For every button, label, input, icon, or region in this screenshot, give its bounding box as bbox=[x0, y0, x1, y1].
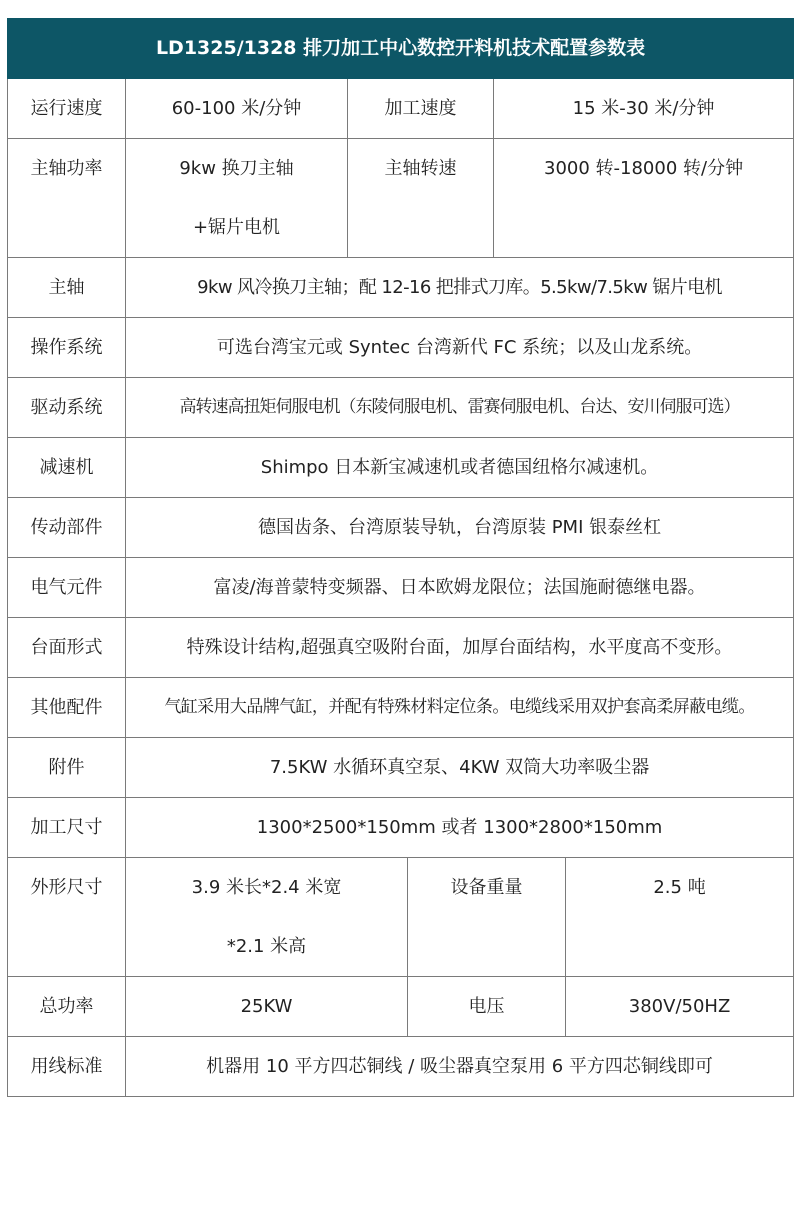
row-value: 机器用 10 平方四芯铜线 / 吸尘器真空泵用 6 平方四芯铜线即可 bbox=[126, 1037, 794, 1097]
row-value: 特殊设计结构,超强真空吸附台面，加厚台面结构，水平度高不变形。 bbox=[126, 618, 794, 678]
table-row bbox=[8, 139, 794, 258]
table-row bbox=[8, 378, 794, 438]
table-row bbox=[8, 618, 794, 678]
row-value: 1300*2500*150mm 或者 1300*2800*150mm bbox=[126, 798, 794, 858]
row-label-2: 设备重量 bbox=[408, 858, 566, 977]
row-label-2: 加工速度 bbox=[348, 79, 494, 139]
row-label: 台面形式 bbox=[8, 618, 126, 678]
row-value: 3.9 米长*2.4 米宽*2.1 米高 bbox=[126, 858, 408, 977]
row-label: 主轴 bbox=[8, 258, 126, 318]
table-row bbox=[8, 798, 794, 858]
row-value: 9kw 风冷换刀主轴；配 12-16 把排式刀库。5.5kw/7.5kw 锯片电机 bbox=[126, 258, 794, 318]
row-label: 传动部件 bbox=[8, 498, 126, 558]
row-value: 60-100 米/分钟 bbox=[126, 79, 348, 139]
table-row bbox=[8, 858, 794, 977]
row-value: 25KW bbox=[126, 977, 408, 1037]
row-value: 气缸采用大品牌气缸，并配有特殊材料定位条。电缆线采用双护套高柔屏蔽电缆。 bbox=[126, 678, 794, 738]
table-row bbox=[8, 1037, 794, 1097]
row-value: 9kw 换刀主轴+锯片电机 bbox=[126, 139, 348, 258]
row-label: 附件 bbox=[8, 738, 126, 798]
table-row bbox=[8, 258, 794, 318]
row-label: 操作系统 bbox=[8, 318, 126, 378]
table-title: LD1325/1328 排刀加工中心数控开料机技术配置参数表 bbox=[8, 19, 794, 79]
table-row bbox=[8, 738, 794, 798]
row-label: 其他配件 bbox=[8, 678, 126, 738]
row-value-2: 3000 转-18000 转/分钟 bbox=[494, 139, 794, 258]
row-label: 运行速度 bbox=[8, 79, 126, 139]
title-row bbox=[8, 19, 794, 79]
row-value: 德国齿条、台湾原装导轨，台湾原装 PMI 银泰丝杠 bbox=[126, 498, 794, 558]
row-value: 富凌/海普蒙特变频器、日本欧姆龙限位；法国施耐德继电器。 bbox=[126, 558, 794, 618]
row-label: 加工尺寸 bbox=[8, 798, 126, 858]
row-value: Shimpo 日本新宝减速机或者德国纽格尔减速机。 bbox=[126, 438, 794, 498]
row-value-2: 380V/50HZ bbox=[566, 977, 794, 1037]
table-row bbox=[8, 558, 794, 618]
row-label: 减速机 bbox=[8, 438, 126, 498]
row-label-2: 电压 bbox=[408, 977, 566, 1037]
row-value: 7.5KW 水循环真空泵、4KW 双筒大功率吸尘器 bbox=[126, 738, 794, 798]
row-label-2: 主轴转速 bbox=[348, 139, 494, 258]
row-label: 外形尺寸 bbox=[8, 858, 126, 977]
row-label: 总功率 bbox=[8, 977, 126, 1037]
table-row bbox=[8, 79, 794, 139]
table-row bbox=[8, 438, 794, 498]
spec-table bbox=[7, 18, 794, 1097]
row-value: 高转速高扭矩伺服电机（东陵伺服电机、雷赛伺服电机、台达、安川伺服可选） bbox=[126, 378, 794, 438]
table-row bbox=[8, 977, 794, 1037]
row-label: 用线标准 bbox=[8, 1037, 126, 1097]
table-row bbox=[8, 498, 794, 558]
table-row bbox=[8, 318, 794, 378]
row-value: 可选台湾宝元或 Syntec 台湾新代 FC 系统；以及山龙系统。 bbox=[126, 318, 794, 378]
table-row bbox=[8, 678, 794, 738]
row-value-2: 2.5 吨 bbox=[566, 858, 794, 977]
row-value-2: 15 米-30 米/分钟 bbox=[494, 79, 794, 139]
row-label: 主轴功率 bbox=[8, 139, 126, 258]
row-label: 驱动系统 bbox=[8, 378, 126, 438]
row-label: 电气元件 bbox=[8, 558, 126, 618]
